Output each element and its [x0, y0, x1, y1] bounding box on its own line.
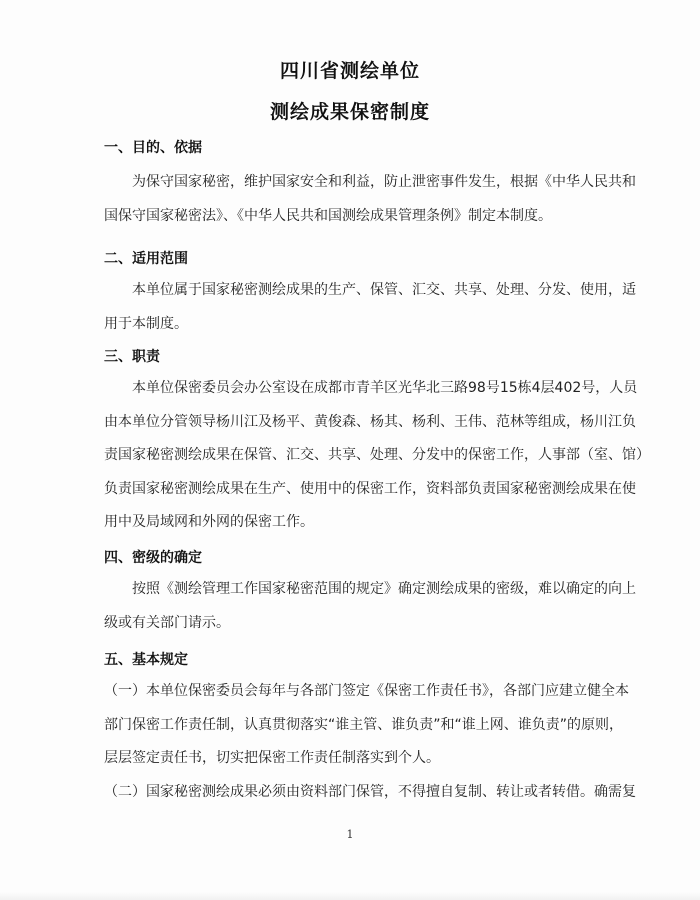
scan-edge-divider	[0, 892, 700, 900]
document-title-line-2: 测绘成果保密制度	[269, 101, 430, 123]
paragraph-line: 用于本制度。	[104, 315, 188, 332]
paragraph-line: 负责国家秘密测绘成果在生产、使用中的保密工作，资料部负责国家秘密测绘成果在使	[104, 480, 636, 497]
section-body-purpose	[104, 166, 636, 233]
section-body-classification	[104, 573, 636, 640]
paragraph-line: 用中及局域网和外网的保密工作。	[104, 514, 314, 530]
paragraph-line: 层层签定责任书，切实把保密工作责任制落实到个人。	[104, 750, 440, 766]
paragraph-line: 部门保密工作责任制，认真贯彻落实“谁主管、谁负责”和“谁上网、谁负责”的原则，	[104, 716, 624, 733]
paragraph-line: 国保守国家秘密法》、《中华人民共和国测绘成果管理条例》制定本制度。	[104, 207, 552, 224]
document-title-line-1: 四川省测绘单位	[279, 60, 420, 82]
paragraph-line: 为保守国家秘密，维护国家安全和利益，防止泄密事件发生，根据《中华人民共和	[132, 174, 636, 190]
paragraph-line: 本单位属于国家秘密测绘成果的生产、保管、汇交、共享、处理、分发、使用，适	[132, 282, 636, 298]
paragraph-line: 本单位保密委员会办公室设在成都市青羊区光华北三路98号15栋4层402号，人员	[132, 380, 638, 396]
paragraph-line: 按照《测绘管理工作国家秘密范围的规定》确定测绘成果的密级，难以确定的向上	[132, 581, 636, 597]
section-heading-duties: 三、职责	[104, 349, 160, 365]
section-body-basic-rules	[104, 675, 636, 809]
paragraph-line: 由本单位分管领导杨川江及杨平、黄俊森、杨其、杨利、王伟、范林等组成，杨川江负	[104, 413, 636, 430]
section-heading-purpose: 一、目的、依据	[104, 140, 202, 156]
section-body-scope	[104, 274, 636, 341]
section-body-duties	[104, 372, 650, 540]
page-number: 1	[346, 828, 354, 841]
section-heading-scope: 二、适用范围	[104, 251, 188, 267]
paragraph-line: （二）国家秘密测绘成果必须由资料部门保管，不得擅自复制、转让或者转借。确需复	[104, 783, 636, 800]
paragraph-line: （一）本单位保密委员会每年与各部门签定《保密工作责任书》，各部门应建立健全本	[104, 683, 629, 699]
paragraph-line: 级或有关部门请示。	[104, 614, 230, 631]
section-heading-classification: 四、密级的确定	[104, 550, 202, 566]
paragraph-line: 责国家秘密测绘成果在保管、汇交、共享、处理、分发中的保密工作，人事部（室、馆）	[104, 447, 650, 463]
section-heading-basic-rules: 五、基本规定	[104, 652, 188, 668]
